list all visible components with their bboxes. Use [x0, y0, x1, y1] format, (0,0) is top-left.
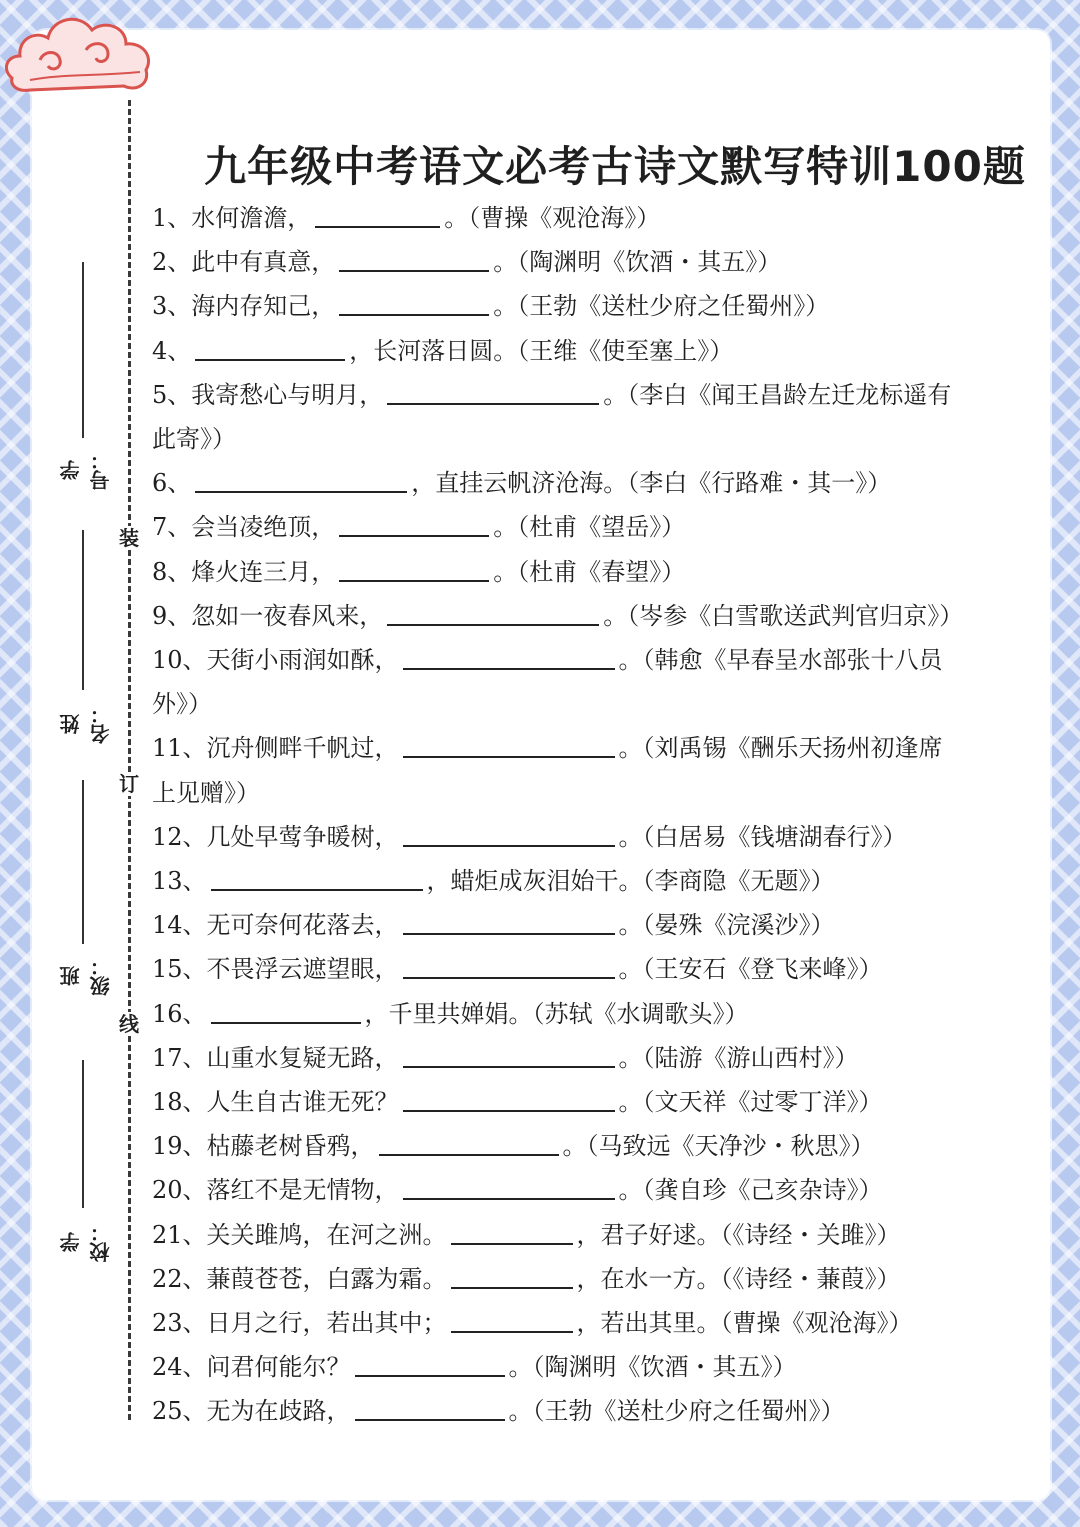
question-item: [152, 1168, 992, 1212]
question-prefix: 日月之行，若出其中；: [206, 1309, 447, 1338]
question-number: 11、: [152, 734, 207, 763]
answer-blank[interactable]: [211, 998, 361, 1024]
question-prefix: 山重水复疑无路，: [206, 1043, 399, 1072]
question-item: [152, 550, 992, 594]
answer-blank[interactable]: [403, 909, 615, 935]
question-number: 2、: [152, 248, 192, 277]
answer-blank[interactable]: [403, 1086, 615, 1112]
question-number: 18、: [152, 1088, 207, 1117]
question-item: [152, 903, 992, 947]
cloud-decoration-icon: [0, 0, 160, 110]
question-prefix: 海内存知己，: [191, 292, 336, 321]
answer-blank[interactable]: [403, 953, 615, 979]
question-suffix: 。（马致远《天净沙・秋思》）: [562, 1132, 875, 1161]
question-suffix: 。（王勃《送杜少府之任蜀州》）: [493, 292, 830, 321]
answer-blank[interactable]: [339, 511, 489, 537]
question-number: 5、: [152, 380, 192, 409]
question-item: [152, 1389, 992, 1433]
question-number: 10、: [152, 646, 207, 675]
answer-blank[interactable]: [403, 1042, 615, 1068]
question-item: [152, 638, 992, 726]
question-item: [152, 196, 992, 240]
question-prefix: 会当凌绝顶，: [191, 513, 336, 542]
question-number: 7、: [152, 513, 192, 542]
question-suffix: 。（杜甫《望岳》）: [493, 513, 686, 542]
question-number: 6、: [152, 469, 192, 498]
question-item: [152, 815, 992, 859]
page-title: 九年级中考语文必考古诗文默写特训100题: [204, 142, 1026, 191]
question-prefix: 人生自古谁无死？: [206, 1088, 399, 1117]
question-item: [152, 859, 992, 903]
answer-blank[interactable]: [403, 821, 615, 847]
question-suffix: 。（岑参《白雪歌送武判官归京》）: [603, 601, 964, 630]
binding-char-zhuang: 装: [119, 526, 139, 550]
question-suffix: 。（文天祥《过零丁洋》）: [618, 1088, 883, 1117]
question-number: 1、: [152, 204, 192, 232]
question-prefix: 沉舟侧畔千帆过，: [206, 734, 399, 763]
question-prefix: 我寄愁心与明月，: [191, 380, 384, 409]
question-item: [152, 1080, 992, 1124]
question-suffix: 。（王勃《送杜少府之任蜀州》）: [508, 1397, 845, 1426]
name-label: 姓名：: [59, 704, 113, 744]
question-suffix: 。（王安石《登飞来峰》）: [618, 955, 883, 984]
question-item: [152, 1257, 992, 1301]
answer-blank[interactable]: [195, 467, 407, 493]
question-prefix: 无为在歧路，: [206, 1397, 351, 1426]
question-item: [152, 1124, 992, 1168]
answer-blank[interactable]: [403, 644, 615, 670]
answer-blank[interactable]: [339, 246, 489, 272]
student-id-line: [82, 262, 84, 438]
question-number: 9、: [152, 601, 192, 630]
question-number: 16、: [152, 999, 207, 1028]
answer-blank[interactable]: [451, 1263, 573, 1289]
question-suffix: 。（曹操《观沧海》）: [444, 204, 661, 232]
question-continuation: 上见赠》）: [152, 778, 260, 807]
answer-blank[interactable]: [355, 1395, 505, 1421]
question-number: 15、: [152, 955, 207, 984]
question-suffix: 。（李白《闻王昌龄左迁龙标遥有: [603, 380, 952, 409]
question-number: 24、: [152, 1353, 207, 1382]
question-number: 22、: [152, 1264, 207, 1293]
question-suffix: 。（晏殊《浣溪沙》）: [618, 911, 835, 940]
question-prefix: 水何澹澹，: [191, 204, 312, 232]
question-item: [152, 1036, 992, 1080]
answer-blank[interactable]: [339, 556, 489, 582]
binding-char-xian: 线: [119, 1012, 139, 1036]
question-suffix: 。（韩愈《早春呈水部张十八员: [618, 646, 943, 675]
question-suffix: ，长河落日圆。（王维《使至塞上》）: [349, 336, 734, 365]
binding-dashed-line: [128, 100, 131, 1420]
answer-blank[interactable]: [211, 865, 423, 891]
question-item: [152, 284, 992, 328]
answer-blank[interactable]: [195, 335, 345, 361]
question-suffix: ，千里共婵娟。（苏轼《水调歌头》）: [364, 999, 749, 1028]
question-item: [152, 947, 992, 991]
answer-blank[interactable]: [451, 1219, 573, 1245]
question-number: 19、: [152, 1132, 207, 1161]
question-number: 13、: [152, 867, 207, 896]
question-item: [152, 1345, 992, 1389]
answer-blank[interactable]: [339, 290, 489, 316]
student-id-label: 学号：: [59, 450, 113, 490]
question-suffix: 。（刘禹锡《酬乐天扬州初逢席: [618, 734, 943, 763]
answer-blank[interactable]: [355, 1351, 505, 1377]
question-suffix: 。（杜甫《春望》）: [493, 557, 686, 586]
question-prefix: 此中有真意，: [191, 248, 336, 277]
binding-char-ding: 订: [119, 772, 139, 796]
school-label: 学校：: [59, 1222, 113, 1262]
question-number: 3、: [152, 292, 192, 321]
answer-blank[interactable]: [315, 202, 440, 228]
question-list: [152, 196, 992, 1434]
question-number: 23、: [152, 1309, 207, 1338]
question-item: [152, 594, 992, 638]
question-item: [152, 726, 992, 814]
question-item: [152, 240, 992, 284]
answer-blank[interactable]: [379, 1130, 559, 1156]
answer-blank[interactable]: [403, 1174, 615, 1200]
question-prefix: 关关雎鸠，在河之洲。: [206, 1220, 447, 1249]
question-prefix: 忽如一夜春风来，: [191, 601, 384, 630]
question-continuation: 此寄》）: [152, 425, 236, 454]
question-prefix: 烽火连三月，: [191, 557, 336, 586]
question-suffix: ，在水一方。（《诗经・蒹葭》）: [576, 1264, 901, 1293]
question-prefix: 天街小雨润如酥，: [206, 646, 399, 675]
question-suffix: ，直挂云帆济沧海。（李白《行路难・其一》）: [411, 469, 892, 498]
question-item: [152, 505, 992, 549]
class-line: [82, 780, 84, 944]
question-number: 4、: [152, 336, 192, 365]
question-prefix: 枯藤老树昏鸦，: [206, 1132, 375, 1161]
question-prefix: 问君何能尔？: [206, 1353, 351, 1382]
question-item: [152, 329, 992, 373]
answer-blank[interactable]: [451, 1307, 573, 1333]
answer-blank[interactable]: [387, 379, 599, 405]
question-number: 14、: [152, 911, 207, 940]
class-label: 班级：: [59, 956, 113, 996]
question-suffix: ，蜡炬成灰泪始干。（李商隐《无题》）: [426, 867, 835, 896]
question-number: 17、: [152, 1043, 207, 1072]
question-suffix: 。（陶渊明《饮酒・其五》）: [493, 248, 782, 277]
answer-blank[interactable]: [403, 732, 615, 758]
question-suffix: ，若出其里。（曹操《观沧海》）: [576, 1309, 913, 1338]
question-number: 12、: [152, 822, 207, 851]
question-item: [152, 992, 992, 1036]
question-prefix: 蒹葭苍苍，白露为霜。: [206, 1264, 447, 1293]
question-item: [152, 373, 992, 461]
question-item: [152, 461, 992, 505]
name-line: [82, 530, 84, 690]
question-number: 21、: [152, 1220, 207, 1249]
question-number: 25、: [152, 1397, 207, 1426]
question-suffix: ，君子好逑。（《诗经・关雎》）: [576, 1220, 901, 1249]
question-prefix: 落红不是无情物，: [206, 1176, 399, 1205]
question-prefix: 无可奈何花落去，: [206, 911, 399, 940]
question-suffix: 。（龚自珍《己亥杂诗》）: [618, 1176, 883, 1205]
question-item: [152, 1213, 992, 1257]
question-suffix: 。（白居易《钱塘湖春行》）: [618, 822, 907, 851]
answer-blank[interactable]: [387, 600, 599, 626]
question-item: [152, 1301, 992, 1345]
question-suffix: 。（陶渊明《饮酒・其五》）: [508, 1353, 797, 1382]
question-continuation: 外》）: [152, 690, 212, 719]
school-line: [82, 1060, 84, 1208]
question-number: 20、: [152, 1176, 207, 1205]
question-suffix: 。（陆游《游山西村》）: [618, 1043, 859, 1072]
question-number: 8、: [152, 557, 192, 586]
question-prefix: 几处早莺争暖树，: [206, 822, 399, 851]
question-prefix: 不畏浮云遮望眼，: [206, 955, 399, 984]
